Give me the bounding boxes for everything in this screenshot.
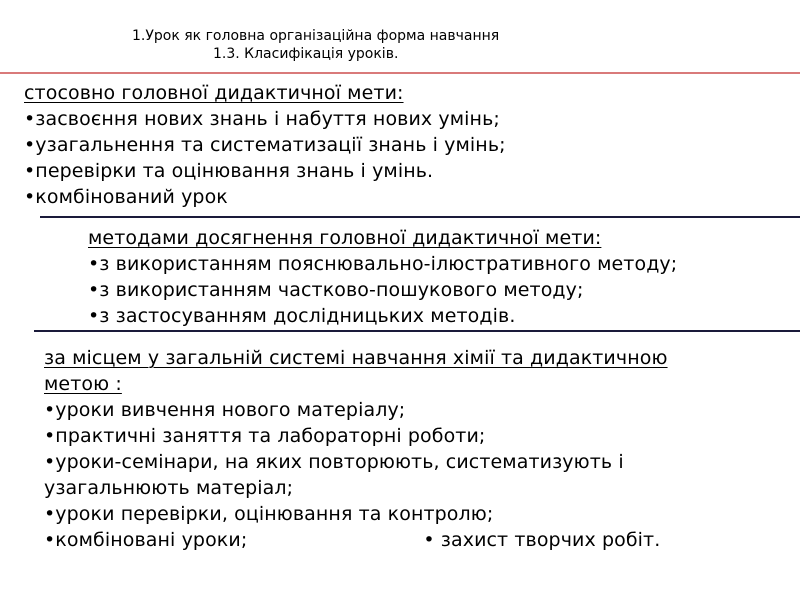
list-item: •уроки вивчення нового матеріалу; xyxy=(44,399,406,421)
section-heading: за місцем у загальній системі навчання хімії та дидактичною xyxy=(44,347,668,369)
section-heading: методами досягнення головної дидактичної мети: xyxy=(88,227,602,249)
section-didactic-goal xyxy=(24,80,506,210)
title-divider xyxy=(0,72,800,74)
slide-subtitle: 1.3. Класифікація уроків. xyxy=(213,46,399,62)
list-item: •комбінований урок xyxy=(24,186,228,208)
section-place-in-system xyxy=(44,345,668,553)
list-item: •практичні заняття та лабораторні роботи; xyxy=(44,425,486,447)
list-item: •уроки перевірки, оцінювання та контролю; xyxy=(44,503,494,525)
list-item: •засвоєння нових знань і набуття нових умінь; xyxy=(24,108,500,130)
list-item: •уроки-семінари, на яких повторюють, систематизують і xyxy=(44,451,624,473)
slide-title: 1.Урок як головна організаційна форма навчання xyxy=(132,28,500,44)
section-divider xyxy=(40,216,800,218)
section-divider xyxy=(34,330,800,332)
list-item: •узагальнення та систематизації знань і умінь; xyxy=(24,134,506,156)
list-item-continued: узагальнюють матеріал; xyxy=(44,477,294,499)
list-item: •перевірки та оцінювання знань і умінь. xyxy=(24,160,434,182)
section-heading-continued: метою : xyxy=(44,373,122,395)
section-heading: стосовно головної дидактичної мети: xyxy=(24,82,404,104)
list-item: •з використанням частково-пошукового методу; xyxy=(88,279,584,301)
list-item: • захист творчих робіт. xyxy=(423,529,661,551)
section-methods xyxy=(88,225,677,329)
list-item-row xyxy=(44,527,668,553)
list-item: •комбіновані уроки; xyxy=(44,529,248,551)
list-item: •з використанням пояснювально-ілюстративного методу; xyxy=(88,253,678,275)
list-item: •з застосуванням дослідницьких методів. xyxy=(88,305,516,327)
